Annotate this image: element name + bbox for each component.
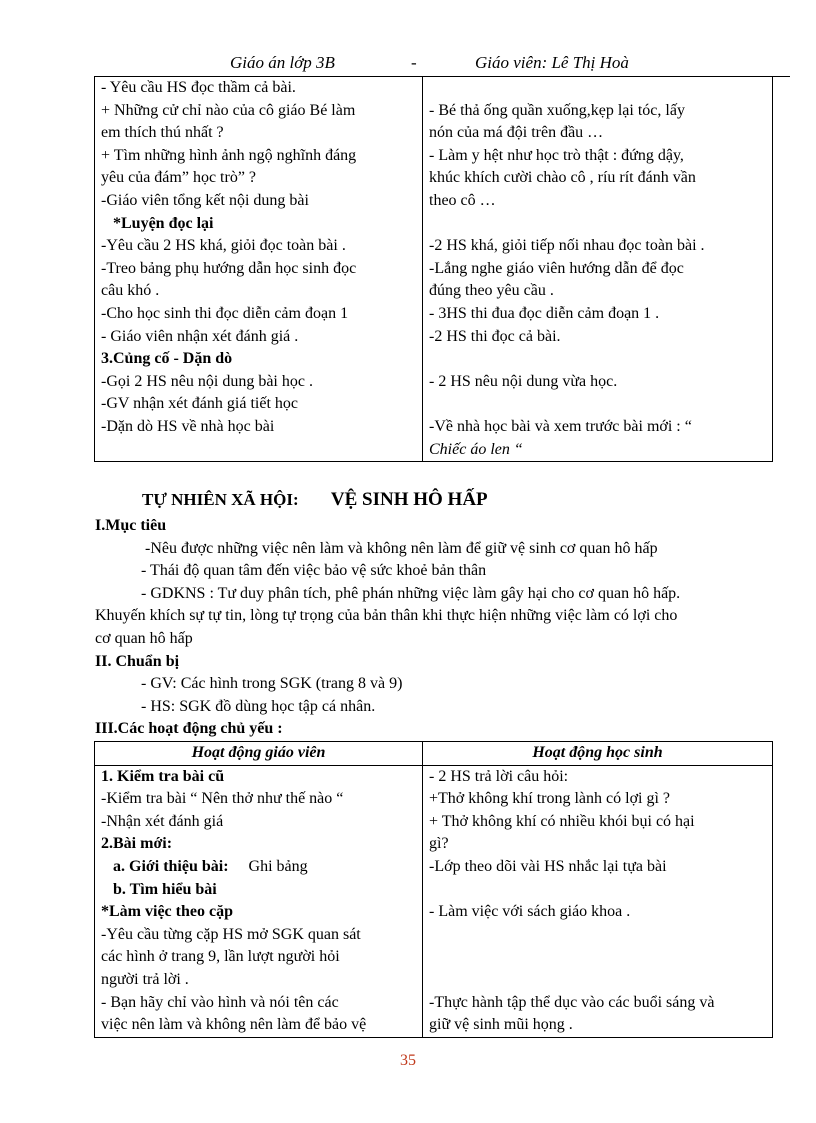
- objective: Khuyến khích sự tự tin, lòng tự trọng của bản thân khi thực hiện những việc làm có lợi cho: [95, 607, 678, 625]
- teacher-cell: [95, 77, 423, 462]
- preparation: - GV: Các hình trong SGK (trang 8 và 9): [141, 675, 403, 693]
- student-cell: [423, 77, 773, 462]
- table-line: Chiếc áo len “: [429, 440, 523, 458]
- table-line: [101, 439, 416, 462]
- header-teacher: Giáo viên: Lê Thị Hoà: [475, 53, 629, 72]
- table-line: [101, 856, 416, 879]
- table-row: [95, 765, 773, 1037]
- section-heading: I.Mục tiêu: [95, 517, 167, 534]
- table-subheading: *Làm việc theo cặp: [101, 903, 233, 921]
- table-line: - Bạn hãy chỉ vào hình và nói tên các: [101, 993, 339, 1011]
- table-line: + Những cử chỉ nào của cô giáo Bé làm: [101, 101, 356, 119]
- objective: cơ quan hô hấp: [95, 629, 193, 647]
- table-line: -Về nhà học bài và xem trước bài mới : “: [429, 417, 692, 435]
- lesson-title: [142, 489, 488, 511]
- table-line: khúc khích cười chào cô , ríu rít đánh vần: [429, 169, 696, 187]
- table-line: + Tìm những hình ảnh ngộ nghĩnh đáng: [101, 146, 357, 164]
- table-line: - 2 HS nêu nội dung vừa học.: [429, 372, 618, 390]
- table-line: -Giáo viên tổng kết nội dung bài: [101, 191, 309, 209]
- column-header-teacher: Hoạt động giáo viên: [95, 742, 423, 766]
- table-line: -2 HS khá, giỏi tiếp nối nhau đọc toàn bài .: [429, 237, 705, 255]
- table-row: [95, 77, 773, 462]
- table-line: -2 HS thi đọc cả bài.: [429, 327, 561, 345]
- table-line: đúng theo yêu cầu .: [429, 282, 554, 300]
- table-line: -Lắng nghe giáo viên hướng dẫn để đọc: [429, 259, 684, 277]
- table-line: người trả lời .: [101, 970, 189, 988]
- header-class: Giáo án lớp 3B: [230, 53, 335, 72]
- table-line: giữ vệ sinh mũi họng .: [429, 1016, 573, 1034]
- table-line: - 2 HS trả lời câu hỏi:: [429, 767, 569, 785]
- table-line: gì?: [429, 835, 449, 853]
- lesson-body: [95, 515, 775, 741]
- table-line: - Giáo viên nhận xét đánh giá .: [101, 327, 299, 345]
- header-separator: -: [411, 53, 417, 72]
- table-subheading: *Luyện đọc lại: [113, 214, 214, 232]
- table-subheading: b. Tìm hiểu bài: [113, 880, 217, 898]
- table-line: - Yêu cầu HS đọc thầm cả bài.: [101, 79, 296, 96]
- table-line: theo cô …: [429, 191, 496, 209]
- table-line: -Nhận xét đánh giá: [101, 812, 224, 830]
- student-cell: [423, 765, 773, 1037]
- table-line: - Làm y hệt như học trò thật : đứng dậy,: [429, 146, 684, 164]
- table-line: -Treo bảng phụ hướng dẫn học sinh đọc: [101, 259, 357, 277]
- table-line: -Cho học sinh thi đọc diễn cảm đoạn 1: [101, 304, 349, 322]
- table-line: [429, 77, 766, 100]
- teacher-cell: [95, 765, 423, 1037]
- table-line: +Thở không khí trong lành có lợi gì ?: [429, 790, 671, 808]
- objective: -Nêu được những việc nên làm và không nên làm để giữ vệ sinh cơ quan hô hấp: [145, 539, 658, 557]
- table-line: -Dặn dò HS về nhà học bài: [101, 417, 275, 435]
- lesson-table-continued: [94, 76, 773, 462]
- objective: - GDKNS : Tư duy phân tích, phê phán những việc làm gây hại cho cơ quan hô hấp.: [141, 584, 681, 602]
- table-line: [429, 946, 766, 969]
- section-heading: II. Chuẩn bị: [95, 652, 180, 670]
- table-line: -GV nhận xét đánh giá tiết học: [101, 395, 298, 413]
- page-header: [95, 52, 772, 76]
- table-line: câu khó .: [101, 282, 160, 300]
- table-header-row: [95, 742, 773, 766]
- table-line: các hình ở trang 9, lần lượt người hỏi: [101, 948, 340, 966]
- section-heading: III.Các hoạt động chủ yếu :: [95, 720, 283, 738]
- lesson-subject: TỰ NHIÊN XÃ HỘI:: [142, 490, 299, 509]
- table-line: em thích thú nhất ?: [101, 124, 224, 142]
- objective: - Thái độ quan tâm đến việc bảo vệ sức khoẻ bản thân: [141, 562, 487, 580]
- table-subheading: 2.Bài mới:: [101, 835, 173, 853]
- column-header-student: Hoạt động học sinh: [423, 742, 773, 766]
- table-line: nón của má đội trên đầu …: [429, 124, 604, 142]
- table-subheading: 3.Củng cố - Dặn dò: [101, 350, 233, 368]
- table-line: -Lớp theo dõi vài HS nhắc lại tựa bài: [429, 857, 667, 875]
- table-line: [429, 924, 766, 947]
- table-line: - Bé thả ống quần xuống,kẹp lại tóc, lấy: [429, 101, 685, 119]
- activities-table: [94, 741, 773, 1038]
- intro-note: Ghi bảng: [248, 857, 308, 875]
- preparation: - HS: SGK đồ dùng học tập cá nhân.: [141, 697, 376, 715]
- table-line: + Thở không khí có nhiều khói bụi có hại: [429, 812, 695, 830]
- table-line: [429, 879, 766, 902]
- table-line: [429, 393, 766, 416]
- table-line: -Yêu cầu từng cặp HS mở SGK quan sát: [101, 925, 361, 943]
- table-line: [429, 348, 766, 371]
- table-line: [429, 969, 766, 992]
- table-line: -Thực hành tập thể dục vào các buổi sáng và: [429, 993, 715, 1011]
- table-line: việc nên làm và không nên làm để bảo vệ: [101, 1016, 367, 1034]
- table-line: yêu của đám” học trò” ?: [101, 169, 257, 187]
- table-line: - Làm việc với sách giáo khoa .: [429, 903, 631, 921]
- lesson-name: VỆ SINH HÔ HẤP: [330, 489, 488, 510]
- page-number: 35: [400, 1052, 416, 1069]
- table-line: -Gọi 2 HS nêu nội dung bài học .: [101, 372, 313, 390]
- table-subheading: 1. Kiểm tra bài cũ: [101, 767, 225, 785]
- subheading-intro: a. Giới thiệu bài:: [113, 857, 229, 875]
- table-line: - 3HS thi đua đọc diễn cảm đoạn 1 .: [429, 304, 660, 322]
- table-line: -Kiểm tra bài “ Nên thở như thế nào “: [101, 790, 344, 808]
- table-line: -Yêu cầu 2 HS khá, giỏi đọc toàn bài .: [101, 237, 346, 255]
- table-line: [429, 213, 766, 236]
